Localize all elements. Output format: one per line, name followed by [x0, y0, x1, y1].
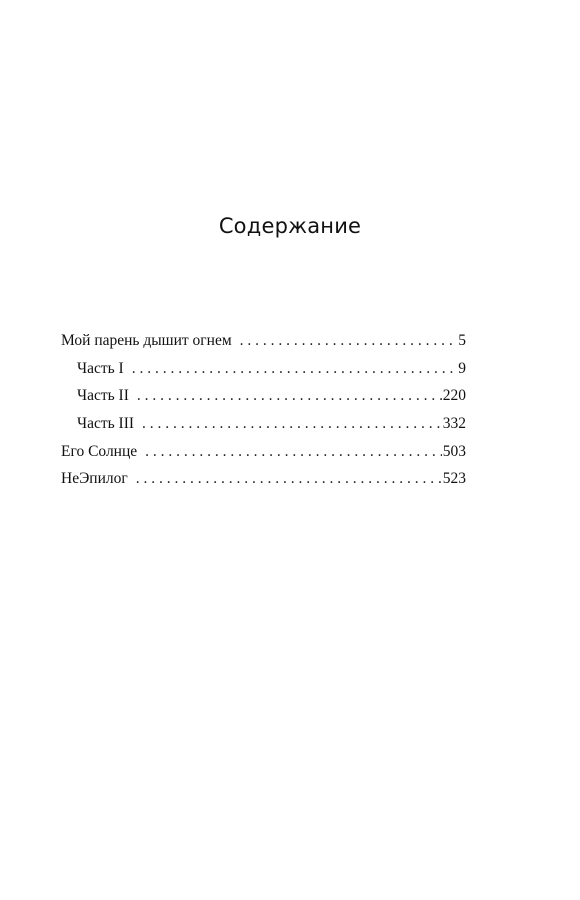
- toc-entry-label: НеЭпилог: [61, 470, 128, 488]
- dot-leader: [142, 410, 442, 438]
- dot-leader: [145, 438, 442, 466]
- toc-entry-page: 220: [442, 387, 466, 405]
- toc-entry: [61, 465, 466, 493]
- toc-entry-label: Часть III: [77, 415, 135, 433]
- toc-entry: [61, 355, 466, 383]
- dot-leader: [137, 382, 442, 410]
- toc-entry-page: 5: [458, 332, 466, 349]
- toc-entry: [61, 410, 466, 438]
- page-title: Содержание: [218, 214, 362, 238]
- dot-leader: [132, 355, 458, 383]
- toc-entry-label: Его Солнце: [61, 442, 138, 460]
- dot-leader: [240, 327, 458, 355]
- toc-entry: [61, 438, 466, 466]
- toc-entry-label: Мой парень дышит огнем: [61, 332, 232, 349]
- toc-entry-page: 503: [442, 442, 466, 460]
- toc-entry: [61, 382, 466, 410]
- toc-entry: [61, 327, 466, 355]
- dot-leader: [136, 465, 442, 493]
- toc-entry-label: Часть I: [77, 359, 124, 377]
- toc-entry-page: 523: [442, 470, 466, 488]
- toc-entry-page: 9: [458, 359, 466, 377]
- table-of-contents: [61, 327, 466, 493]
- toc-entry-page: 332: [442, 415, 466, 433]
- toc-entry-label: Часть II: [77, 387, 129, 405]
